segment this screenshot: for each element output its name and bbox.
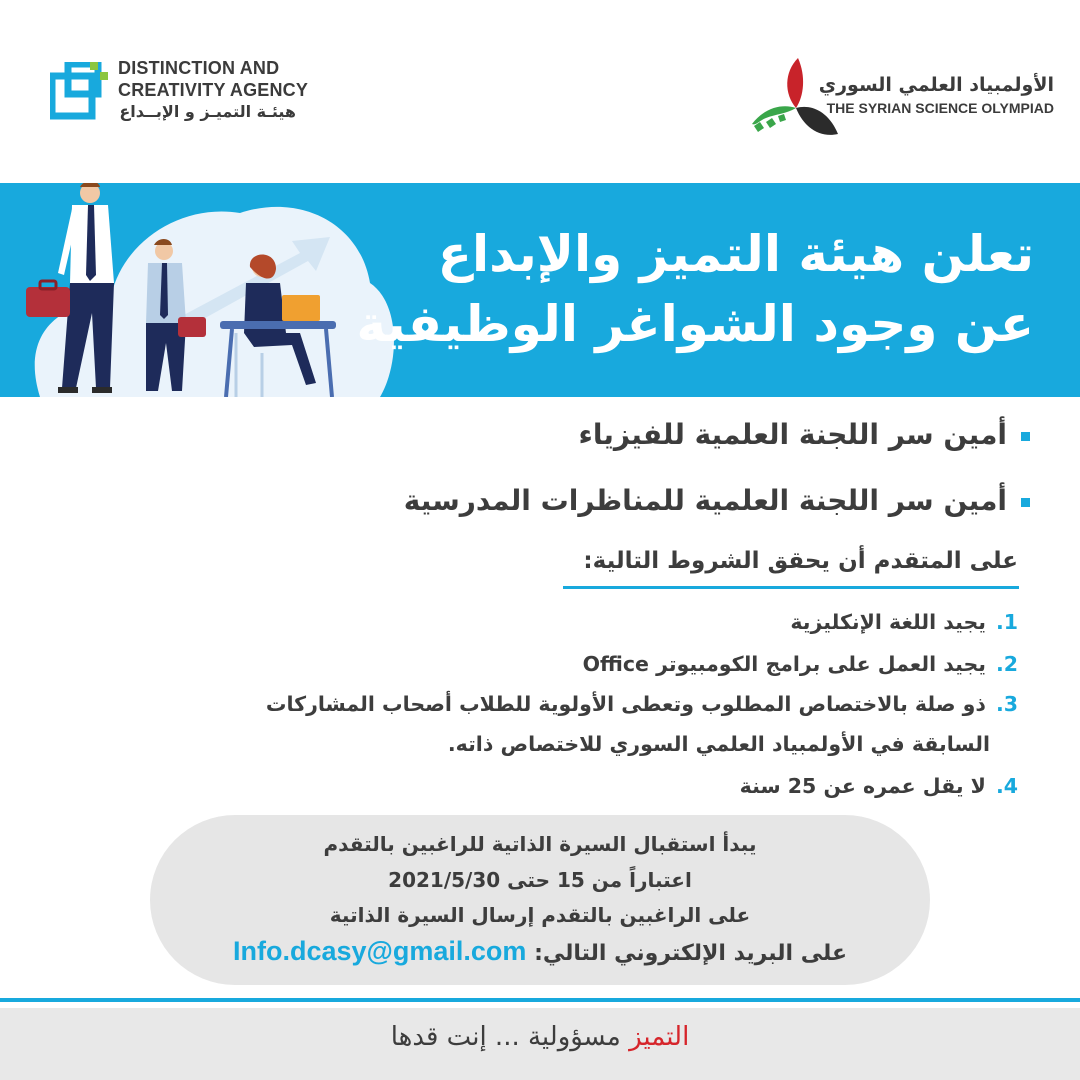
position-item (150, 484, 1030, 517)
requirement-text: ذو صلة بالاختصاص المطلوب وتعطى الأولوية للطلاب أصحاب المشاركات (265, 692, 986, 716)
conditions-underline (563, 586, 1019, 589)
requirement-continuation: السابقة في الأولمبياد العلمي السوري للاختصاص ذاته. (447, 732, 990, 756)
banner-title-line2: عن وجود الشواغر الوظيفية (356, 295, 1034, 353)
requirement-item (118, 610, 1018, 634)
requirement-item (118, 692, 1018, 716)
requirement-number: 4. (995, 774, 1018, 798)
conditions-heading: على المتقدم أن يحقق الشروط التالية: (583, 548, 1018, 574)
requirement-text: لا يقل عمره عن 25 سنة (739, 774, 986, 798)
slogan-rest: مسؤولية ... إنت قدها (390, 1022, 621, 1052)
dcasy-name-ar: هيئـة التميـز و الإبــداع (119, 102, 296, 121)
dcasy-logo-icon (50, 62, 110, 122)
banner-title-line1: تعلن هيئة التميز والإبداع (437, 225, 1034, 283)
requirement-number: 1. (995, 610, 1018, 634)
email-prefix: على البريد الإلكتروني التالي: (534, 941, 847, 966)
info-line-2: اعتباراً من 15 حتى 2021/5/30 (388, 868, 692, 892)
bullet-square-icon (1021, 432, 1030, 441)
position-item (150, 418, 1030, 451)
olympiad-name-ar: الأولمبياد العلمي السوري (818, 74, 1054, 96)
olympiad-logo-icon (748, 52, 840, 144)
slogan-accent: التميز (629, 1022, 690, 1052)
office-workers-illustration (0, 183, 400, 397)
info-line-1: يبدأ استقبال السيرة الذاتية للراغبين بالتقدم (323, 832, 757, 856)
footer-slogan (0, 1022, 1080, 1052)
header-banner (0, 183, 1080, 397)
dcasy-name-en-line2: CREATIVITY AGENCY (118, 80, 309, 100)
requirement-number: 2. (995, 652, 1018, 676)
info-line-3: على الراغبين بالتقدم إرسال السيرة الذاتية (329, 903, 751, 927)
requirement-item (118, 774, 1018, 798)
requirement-text: يجيد اللغة الإنكليزية (790, 610, 986, 634)
requirement-item (118, 652, 1018, 676)
olympiad-logo (748, 52, 1058, 144)
position-label: أمين سر اللجنة العلمية للمناظرات المدرسية (403, 484, 1007, 517)
bullet-square-icon (1021, 498, 1030, 507)
dcasy-name-en-line1: DISTINCTION AND (118, 58, 280, 78)
footer-divider (0, 998, 1080, 1002)
info-line-4 (150, 936, 930, 967)
requirement-number: 3. (995, 692, 1018, 716)
position-label: أمين سر اللجنة العلمية للفيزياء (578, 418, 1007, 451)
olympiad-name-en: THE SYRIAN SCIENCE OLYMPIAD (826, 100, 1054, 116)
dcasy-logo (50, 58, 310, 130)
requirement-text: يجيد العمل على برامج الكومبيوتر Office (582, 652, 986, 676)
email-link[interactable]: Info.dcasy@gmail.com (233, 936, 527, 966)
